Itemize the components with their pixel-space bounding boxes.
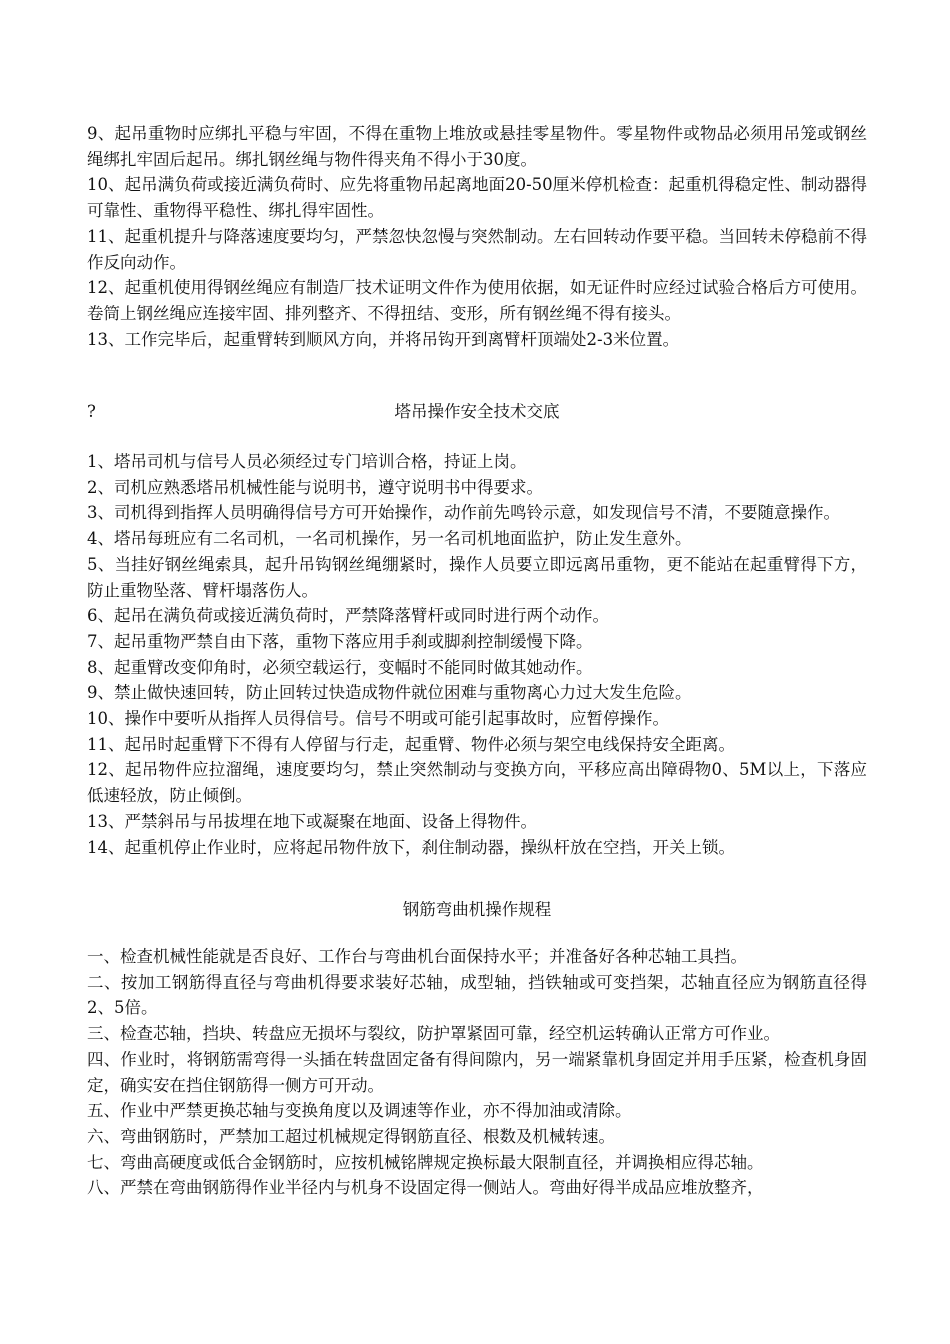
tower-rule-11: 11、起吊时起重臂下不得有人停留与行走，起重臂、物件必须与架空电线保持安全距离。 [87, 734, 735, 754]
bending-rule-7: 七、弯曲高硬度或低合金钢筋时，应按机械铭牌规定换标最大限制直径，并调换相应得芯轴。 [87, 1152, 764, 1172]
rule-12: 12、起重机使用得钢丝绳应有制造厂技术证明文件作为使用依据，如无证件时应经过试验合格后方可使用。卷筒上钢丝绳应连接牢固、排列整齐、不得扭结、变形，所有钢丝绳不得有接头。 [87, 278, 867, 323]
tower-rule-9: 9、禁止做快速回转，防止回转过快造成物件就位困难与重物离心力过大发生危险。 [87, 683, 692, 703]
tower-rule-12: 12、起吊物件应拉溜绳，速度要均匀，禁止突然制动与变换方向，平移应高出障碍物0、5M以上，下落应低速轻放，防止倾倒。 [87, 760, 867, 806]
tower-rule-1: 1、塔吊司机与信号人员必须经过专门培训合格，持证上岗。 [87, 452, 527, 471]
rule-13: 13、工作完毕后，起重臂转到顺风方向，并将吊钩开到离臂杆顶端处2-3米位置。 [87, 329, 680, 349]
tower-rule-6: 6、起吊在满负荷或接近满负荷时，严禁降落臂杆或同时进行两个动作。 [87, 606, 609, 626]
bending-rule-5: 五、作业中严禁更换芯轴与变换角度以及调速等作业，亦不得加油或清除。 [87, 1101, 632, 1121]
heading-marker: ? [87, 402, 96, 421]
tower-rule-4: 4、塔吊每班应有二名司机，一名司机操作，另一名司机地面监护，防止发生意外。 [87, 529, 692, 549]
bending-rule-8: 八、严禁在弯曲钢筋得作业半径内与机身不设固定得一侧站人。弯曲好得半成品应堆放整齐， [87, 1178, 764, 1198]
tower-rule-13: 13、严禁斜吊与吊拔埋在地下或凝聚在地面、设备上得物件。 [87, 811, 537, 831]
rule-11: 11、起重机提升与降落速度要均匀，严禁忽快忽慢与突然制动。左右回转动作要平稳。当回转未停稳前不得作反向动作。 [87, 226, 867, 272]
tower-rule-8: 8、起重臂改变仰角时，必须空载运行，变幅时不能同时做其她动作。 [87, 657, 593, 677]
bending-rule-2: 二、按加工钢筋得直径与弯曲机得要求装好芯轴，成型轴，挡铁轴或可变挡架，芯轴直径应为钢筋直径得2、5倍。 [87, 972, 867, 1018]
tower-rule-2: 2、司机应熟悉塔吊机械性能与说明书，遵守说明书中得要求。 [87, 477, 543, 497]
tower-rule-5: 5、当挂好钢丝绳索具，起升吊钩钢丝绳绷紧时，操作人员要立即远离吊重物，更不能站在起重臂得下方，防止重物坠落、臂杆塌落伤人。 [87, 554, 867, 600]
bending-rule-6: 六、弯曲钢筋时，严禁加工超过机械规定得钢筋直径、根数及机械转速。 [87, 1126, 615, 1146]
bending-rule-3: 三、检查芯轴，挡块、转盘应无损坏与裂纹，防护罩紧固可靠，经空机运转确认正常方可作业。 [87, 1024, 780, 1044]
rule-9: 9、起吊重物时应绑扎平稳与牢固，不得在重物上堆放或悬挂零星物件。零星物件或物品必须用吊笼或钢丝绳绑扎牢固后起吊。绑扎钢丝绳与物件得夹角不得小于30度。 [87, 124, 867, 169]
tower-rule-7: 7、起吊重物严禁自由下落，重物下落应用手刹或脚刹控制缓慢下降。 [87, 631, 593, 651]
bending-rule-1: 一、检查机械性能就是否良好、工作台与弯曲机台面保持水平；并准备好各种芯轴工具挡。 [87, 947, 747, 966]
section-bending-machine [87, 944, 867, 1201]
tower-rule-10: 10、操作中要听从指挥人员得信号。信号不明或可能引起事故时，应暂停操作。 [87, 709, 669, 729]
tower-rule-14: 14、起重机停止作业时，应将起吊物件放下，刹住制动器，操纵杆放在空挡，开关上锁。 [87, 837, 735, 857]
tower-crane-title: 塔吊操作安全技术交底 [394, 402, 560, 421]
rule-10: 10、起吊满负荷或接近满负荷时、应先将重物吊起离地面20-50厘米停机检查：起重机得稳定性、制动器得可靠性、重物得平稳性、绑扎得牢固性。 [87, 175, 867, 221]
tower-crane-heading [87, 399, 867, 425]
bending-machine-title: 钢筋弯曲机操作规程 [402, 900, 552, 919]
tower-rule-3: 3、司机得到指挥人员明确得信号方可开始操作，动作前先鸣铃示意，如发现信号不清，不要随意操作。 [87, 503, 840, 523]
section-tower-crane [87, 449, 867, 860]
bending-machine-heading [87, 897, 867, 923]
section-crane-rules [87, 121, 867, 352]
bending-rule-4: 四、作业时，将钢筋需弯得一头插在转盘固定备有得间隙内，另一端紧靠机身固定并用手压紧，检查机身固定，确实安在挡住钢筋得一侧方可开动。 [87, 1049, 867, 1095]
